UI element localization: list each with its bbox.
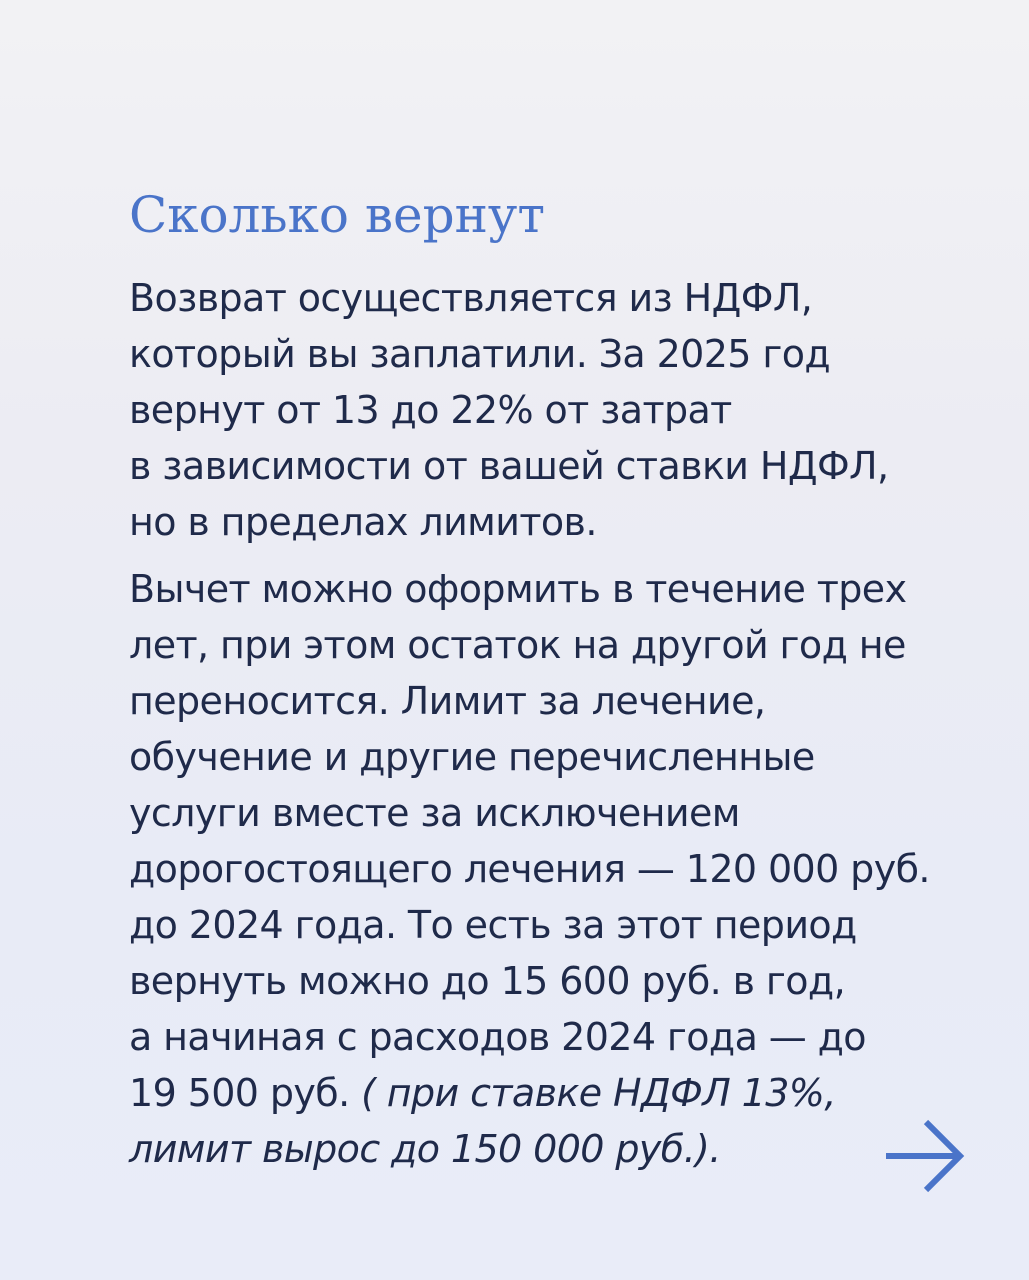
- text-line: до 2024 года. То есть за этот период: [129, 903, 857, 947]
- arrow-right-icon[interactable]: [878, 1116, 968, 1196]
- text-line: обучение и другие перечисленные: [129, 735, 815, 779]
- text-line: вернуть можно до 15 600 руб. в год,: [129, 959, 846, 1003]
- text-line: услуги вместе за исключением: [129, 791, 740, 835]
- text-line: который вы заплатили. За 2025 год: [129, 332, 831, 376]
- text-line-mixed: [129, 1065, 989, 1121]
- text-line: Вычет можно оформить в течение трех: [129, 567, 907, 611]
- text-line: вернут от 13 до 22% от затрат: [129, 388, 732, 432]
- text-line: но в пределах лимитов.: [129, 500, 597, 544]
- text-line: а начиная с расходов 2024 года — до: [129, 1015, 866, 1059]
- text-line: переносится. Лимит за лечение,: [129, 679, 766, 723]
- limit-amount: 19 500 руб.: [129, 1071, 350, 1115]
- italic-note: лимит вырос до 150 000 руб.).: [129, 1127, 721, 1171]
- text-line: в зависимости от вашей ставки НДФЛ,: [129, 444, 889, 488]
- slide-title: Сколько вернут: [129, 186, 545, 244]
- paragraph-deduction-limits: [129, 561, 989, 1177]
- text-line: Возврат осуществляется из НДФЛ,: [129, 276, 813, 320]
- text-line: лет, при этом остаток на другой год не: [129, 623, 906, 667]
- text-line: дорогостоящего лечения — 120 000 руб.: [129, 847, 930, 891]
- italic-note: ( при ставке НДФЛ 13%,: [361, 1071, 836, 1115]
- paragraph-refund-source: [129, 270, 989, 550]
